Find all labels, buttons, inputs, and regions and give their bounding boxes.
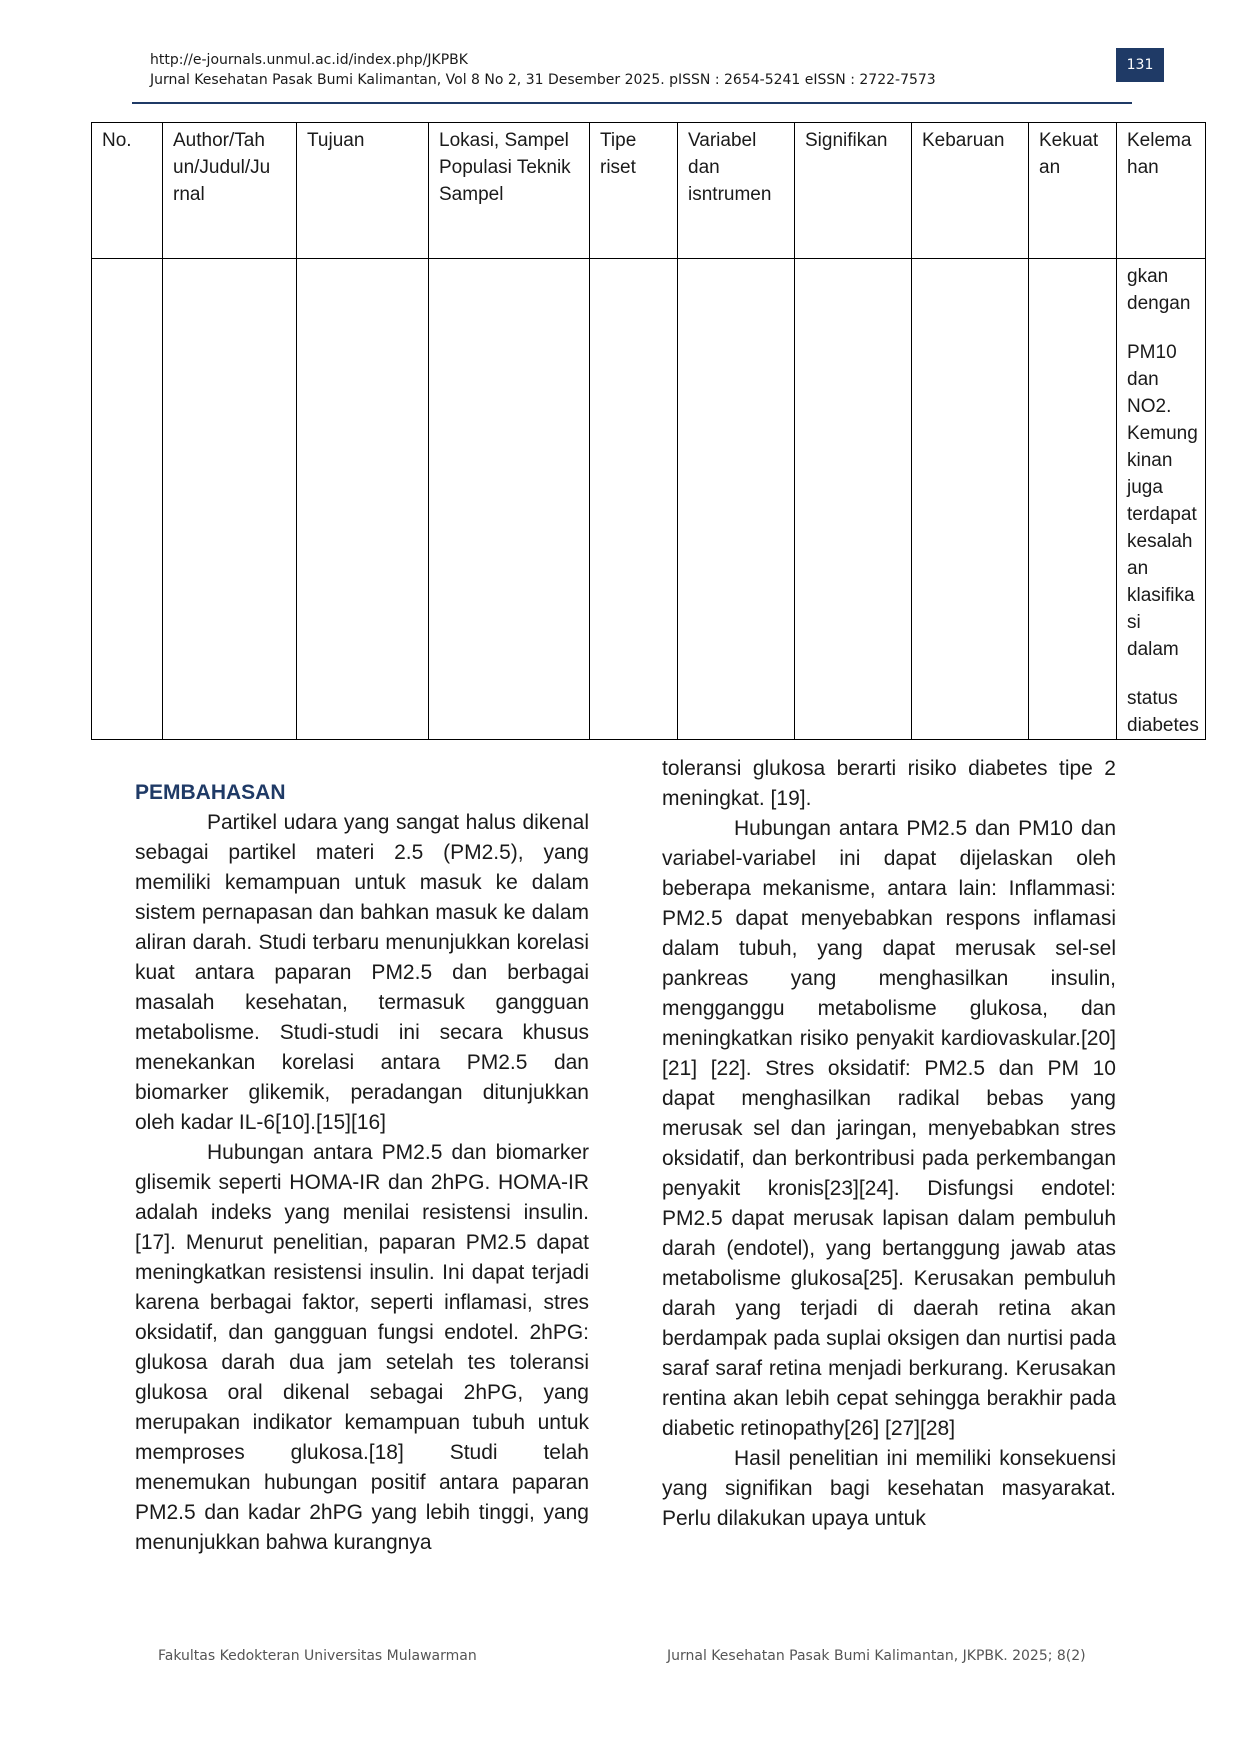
header-lokasi: Lokasi, Sampel Populasi Teknik Sampel xyxy=(429,123,590,259)
footer-institution: Fakultas Kedokteran Universitas Mulawarman xyxy=(158,1648,477,1664)
body-paragraph: Hubungan antara PM2.5 dan biomarker glisemik seperti HOMA-IR dan 2hPG. HOMA-IR adalah indeks yang menilai resistensi insulin.[17]. Menurut penelitian, paparan PM2.5 dapat meningkatkan resistensi insulin. Ini dapat terjadi karena berbagai faktor, seperti inflamasi, stres oksidatif, dan gangguan fungsi endotel. 2hPG: glukosa darah dua jam setelah tes toleransi glukosa oral dikenal sebagai 2hPG, yang merupakan indikator kemampuan tubuh untuk memproses glukosa.[18] Studi telah menemukan hubungan positif antara paparan PM2.5 dan kadar 2hPG yang lebih tinggi, yang menunjukkan bahwa kurangnya xyxy=(135,1141,589,1554)
kelemahan-text-2: PM10 dan NO2. Kemung kinan juga terdapat kesalah an klasifika si dalam xyxy=(1127,342,1198,660)
cell-tipe-riset xyxy=(590,259,678,740)
header-signifikan: Signifikan xyxy=(795,123,912,259)
right-column xyxy=(662,754,1116,1534)
body-paragraph: Hubungan antara PM2.5 dan PM10 dan variabel-variabel ini dapat dijelaskan oleh beberapa mekanisme, antara lain: Inflammasi: PM2.5 dapat menyebabkan respons inflamasi dalam tubuh, yang dapat merusak sel-sel pankreas yang menghasilkan insulin, mengganggu metabolisme glukosa, dan meningkatkan risiko penyakit kardiovaskular.[20][21] [22]. Stres oksidatif: PM2.5 dan PM 10 dapat menghasilkan radikal bebas yang merusak sel dan jaringan, menyebabkan stres oksidatif, dan berkontribusi pada perkembangan penyakit kronis[23][24]. Disfungsi endotel: PM2.5 dapat merusak lapisan dalam pembuluh darah (endotel), yang bertanggung jawab atas metabolisme glukosa[25]. Kerusakan pembuluh darah yang terjadi di daerah retina akan berdampak pada suplai oksigen dan nurtisi pada saraf saraf retina menjadi berkurang. Kerusakan rentina akan lebih cepat sehingga berakhir pada diabetic retinopathy[26] [27][28] xyxy=(662,817,1116,1440)
table-row xyxy=(92,259,1206,740)
kelemahan-text-3: status diabetes xyxy=(1127,688,1199,736)
cell-kekuatan xyxy=(1029,259,1117,740)
cell-no xyxy=(92,259,163,740)
header-kelemahan: Kelema han xyxy=(1117,123,1206,259)
body-paragraph: toleransi glukosa berarti risiko diabetes tipe 2 meningkat. [19]. xyxy=(662,757,1116,810)
cell-signifikan xyxy=(795,259,912,740)
header-author: Author/Tah un/Judul/Ju rnal xyxy=(163,123,297,259)
cell-lokasi xyxy=(429,259,590,740)
body-paragraph: Hasil penelitian ini memiliki konsekuensi yang signifikan bagi kesehatan masyarakat. Perlu dilakukan upaya untuk xyxy=(662,1447,1116,1530)
header-no: No. xyxy=(92,123,163,259)
table-header-row xyxy=(92,123,1206,259)
header-variabel: Variabel dan isntrumen xyxy=(678,123,795,259)
header-tipe-riset: Tipe riset xyxy=(590,123,678,259)
header-kebaruan: Kebaruan xyxy=(912,123,1029,259)
cell-kebaruan xyxy=(912,259,1029,740)
footer-citation: Jurnal Kesehatan Pasak Bumi Kalimantan, JKPBK. 2025; 8(2) xyxy=(667,1648,1086,1664)
journal-url: http://e-journals.unmul.ac.id/index.php/JKPBK xyxy=(150,52,468,68)
left-column xyxy=(135,778,589,1558)
cell-tujuan xyxy=(297,259,429,740)
body-paragraph: Partikel udara yang sangat halus dikenal sebagai partikel materi 2.5 (PM2.5), yang memiliki kemampuan untuk masuk ke dalam sistem pernapasan dan bahkan masuk ke dalam aliran darah. Studi terbaru menunjukkan korelasi kuat antara paparan PM2.5 dan berbagai masalah kesehatan, termasuk gangguan metabolisme. Studi-studi ini secara khusus menekankan korelasi antara PM2.5 dan biomarker glikemik, peradangan ditunjukkan oleh kadar IL-6[10].[15][16] xyxy=(135,811,589,1134)
journal-citation: Jurnal Kesehatan Pasak Bumi Kalimantan, Vol 8 No 2, 31 Desember 2025. pISSN : 2654-5241 eISSN : 2722-7573 xyxy=(150,72,936,88)
header-kekuatan: Kekuat an xyxy=(1029,123,1117,259)
cell-kelemahan xyxy=(1117,259,1206,740)
literature-review-table xyxy=(91,122,1206,740)
page-number-badge: 131 xyxy=(1116,48,1164,82)
cell-author xyxy=(163,259,297,740)
kelemahan-text-1: gkan dengan xyxy=(1127,266,1191,314)
cell-variabel xyxy=(678,259,795,740)
section-title: PEMBAHASAN xyxy=(135,781,286,804)
header-divider xyxy=(132,102,1132,104)
header-tujuan: Tujuan xyxy=(297,123,429,259)
page-header xyxy=(150,50,1050,90)
